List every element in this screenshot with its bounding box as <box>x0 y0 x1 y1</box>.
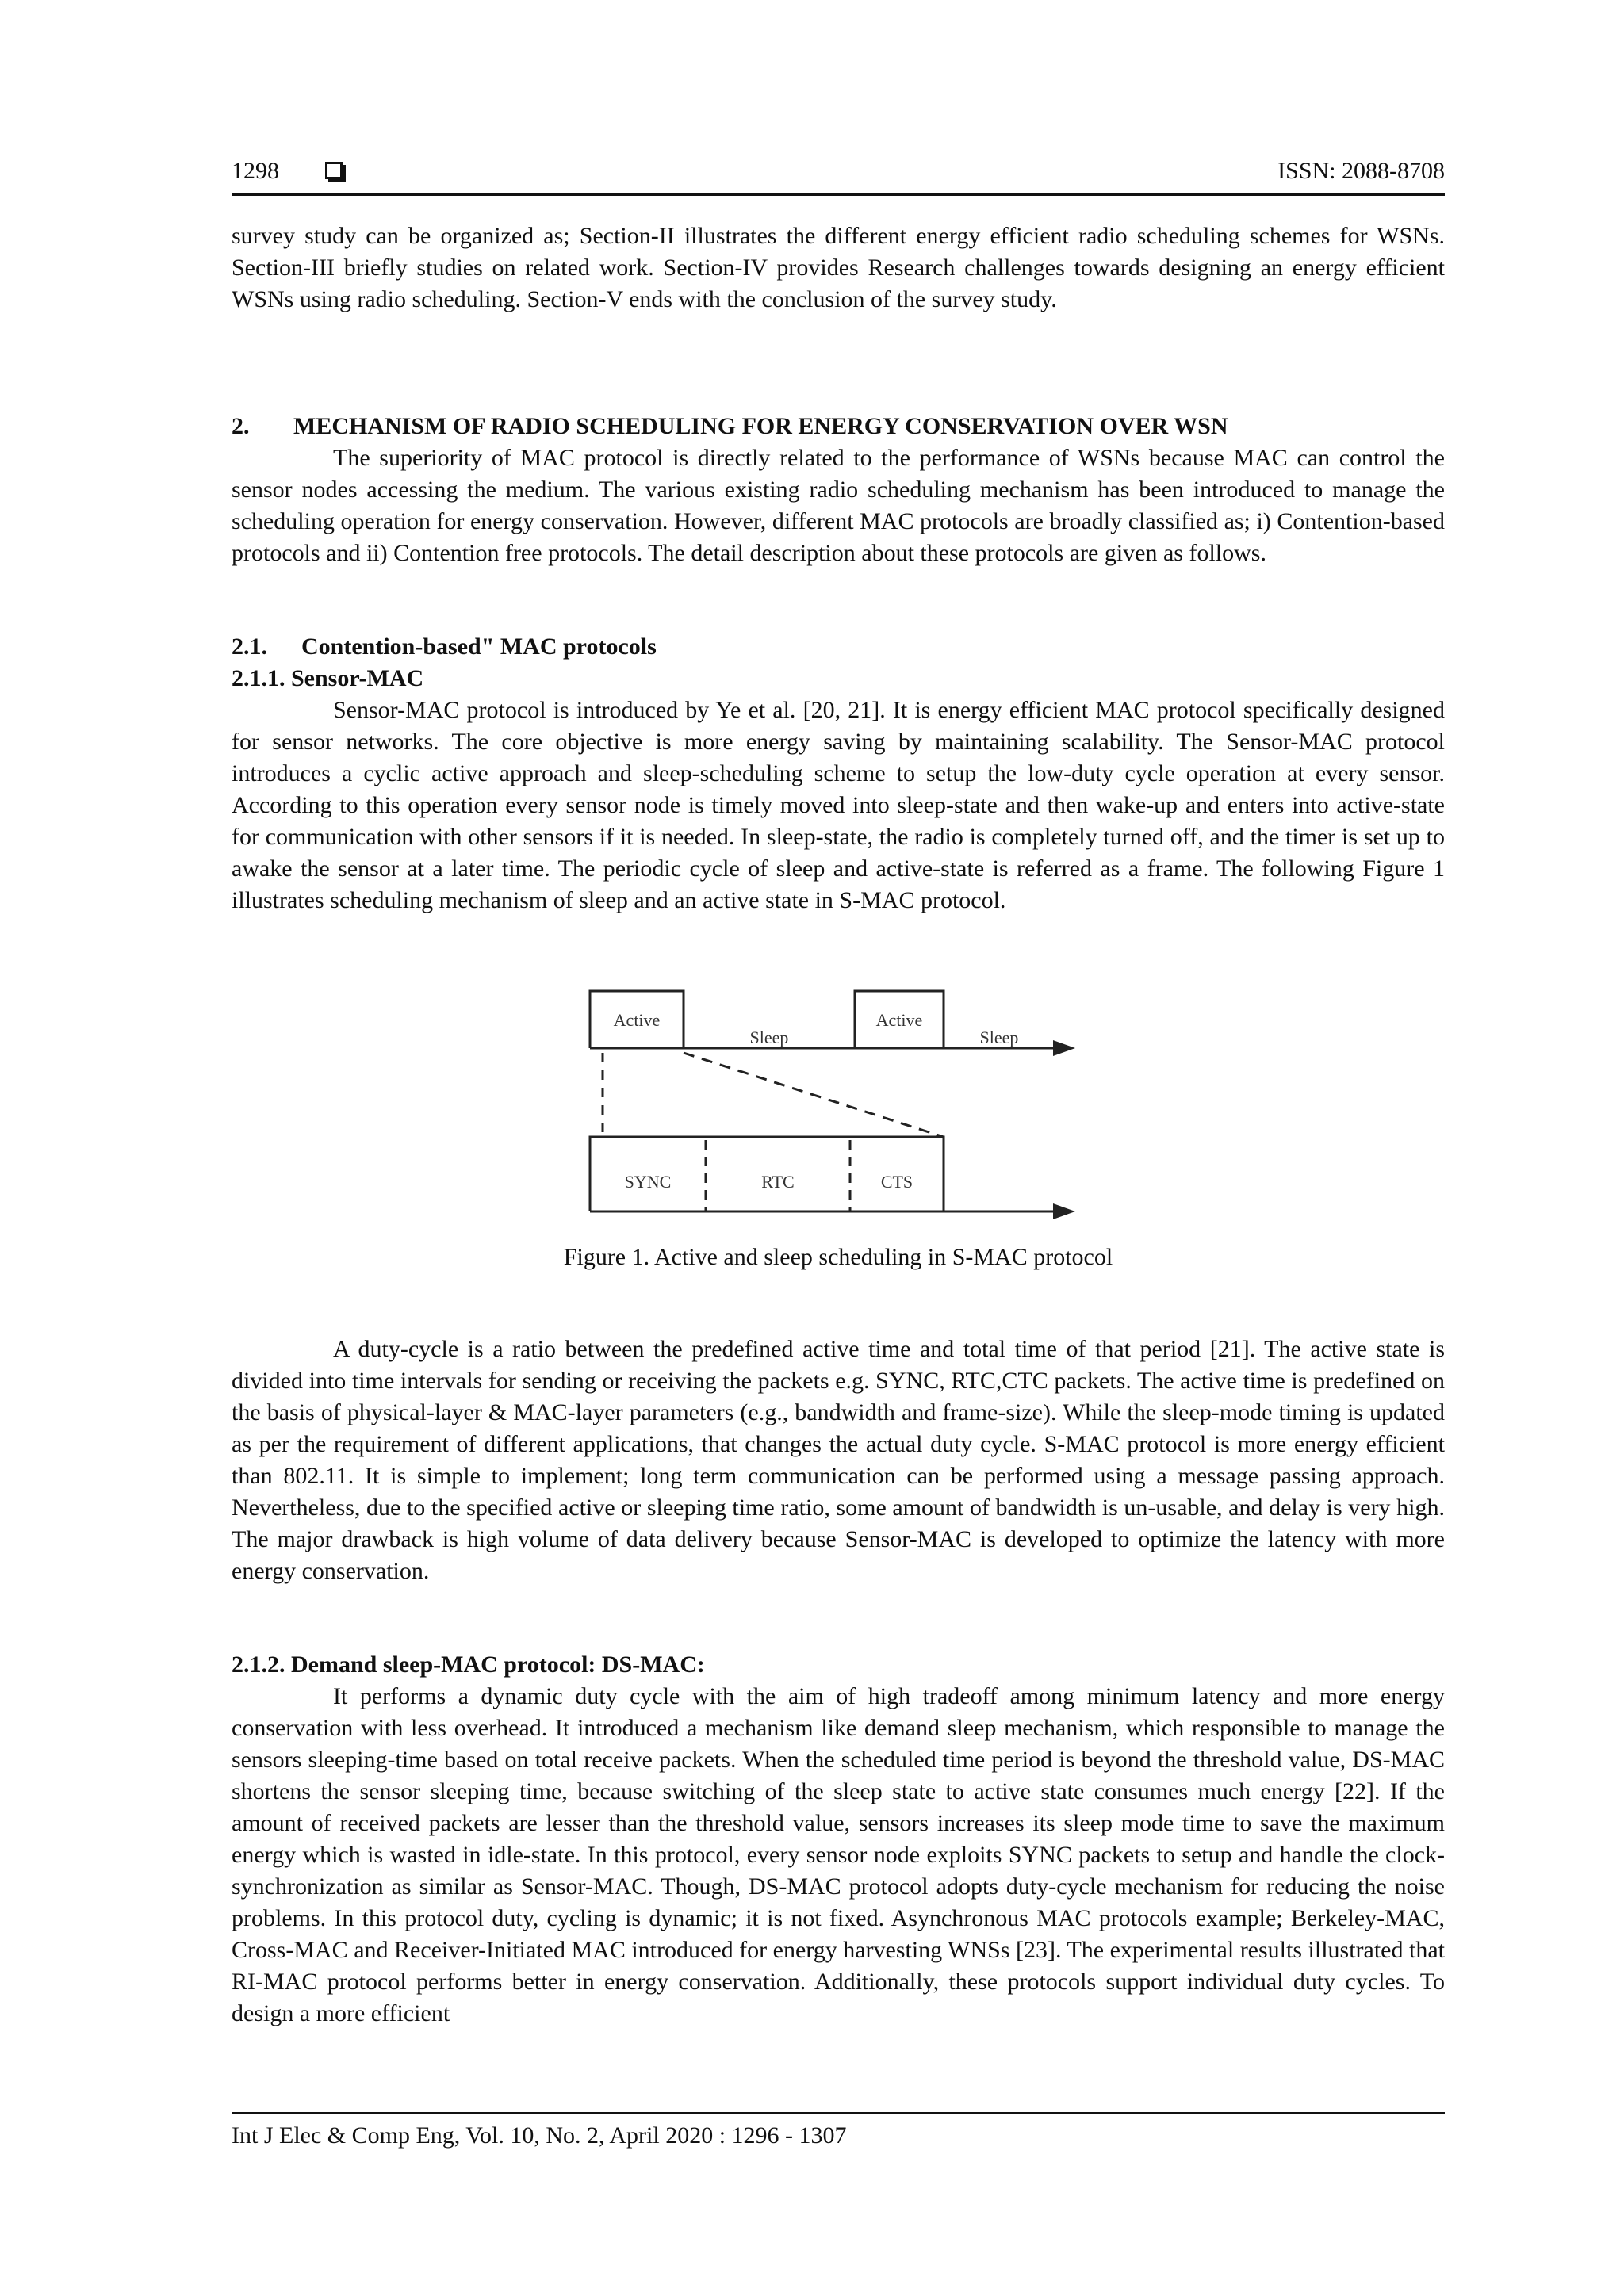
label-rtc: RTC <box>761 1172 795 1192</box>
section-title: Contention-based" MAC protocols <box>301 633 657 660</box>
page-header <box>232 155 1445 193</box>
duty-cycle-paragraph <box>232 1334 1445 1587</box>
section-2-1-1-paragraph <box>232 695 1445 916</box>
header-rule <box>232 193 1445 196</box>
footer-citation: Int J Elec & Comp Eng, Vol. 10, No. 2, April 2020 : 1296 - 1307 <box>232 2122 847 2149</box>
intro-paragraph <box>232 220 1445 316</box>
section-number: 2.1. <box>232 633 267 660</box>
checkbox-glyph-icon <box>325 162 343 179</box>
label-sleep-2: Sleep <box>979 1027 1019 1047</box>
section-2-text: The superiority of MAC protocol is directly related to the performance of WSNs because MAC can control the sensor nodes accessing the medium. The various existing radio scheduling mechanism has been introduced to manage the scheduling operation for energy conservation. However, different MAC protocols are broadly classified as; i) Contention-based protocols and ii) Contention free protocols. The detail description about these protocols are given as follows. <box>232 445 1445 566</box>
section-2-1-2-heading: 2.1.2. Demand sleep-MAC protocol: DS-MAC: <box>232 1651 705 1678</box>
footer-rule <box>232 2112 1445 2114</box>
label-active-1: Active <box>613 1010 661 1030</box>
issn-label: ISSN: 2088-8708 <box>1277 158 1445 184</box>
duty-cycle-text: A duty-cycle is a ratio between the predefined active time and total time of that period [21]. The active state is divided into time intervals for sending or receiving the packets e.g. SYNC, RTC,CTC packets. The active time is predefined on the basis of physical-layer & MAC-layer parameters (e.g., bandwidth and frame-size). While the sleep-mode timing is updated as per the requirement of different applications, that changes the actual duty cycle. S-MAC protocol is more energy efficient than 802.11. It is simple to implement; long term communication can be performed using a message passing approach. Nevertheless, due to the specified active or sleeping time ratio, some amount of bandwidth is un-usable, and delay is very high. The major drawback is high volume of data delivery because Sensor-MAC is developed to optimize the latency with more energy conservation. <box>232 1336 1445 1584</box>
section-2-1-1-heading: 2.1.1. Sensor-MAC <box>232 665 424 691</box>
page-number: 1298 <box>232 158 279 184</box>
figure-1-caption: Figure 1. Active and sleep scheduling in S-MAC protocol <box>563 1244 1113 1270</box>
section-title: MECHANISM OF RADIO SCHEDULING FOR ENERGY CONSERVATION OVER WSN <box>293 413 1228 439</box>
intro-text: survey study can be organized as; Section-II illustrates the different energy efficient radio scheduling schemes for WSNs. Section-III briefly studies on related work. Section-IV provides Research challenges towards designing an energy efficient WSNs using radio scheduling. Section-V ends with the conclusion of the survey study. <box>232 223 1445 312</box>
figure-1-diagram <box>579 974 1086 1227</box>
bottom-arrowhead <box>1053 1203 1075 1219</box>
top-arrowhead <box>1053 1040 1075 1056</box>
section-2-1-2-text: It performs a dynamic duty cycle with the aim of high tradeoff among minimum latency and more energy conservation with less overhead. It introduced a mechanism like demand sleep mechanism, which responsible to manage the sensors sleeping-time based on total receive packets. When the scheduled time period is beyond the threshold value, DS-MAC shortens the sensor sleeping time, because switching of the sleep state to active state consumes much energy [22]. If the amount of received packets are lesser than the threshold value, sensors increases its sleep mode time to save the maximum energy which is wasted in idle-state. In this protocol, every sensor node exploits SYNC packets to setup and handle the clock-synchronization as similar as Sensor-MAC. Though, DS-MAC protocol adopts duty-cycle mechanism for reducing the noise problems. In this protocol duty, cycling is dynamic; it is not fixed. Asynchronous MAC protocols example; Berkeley-MAC, Cross-MAC and Receiver-Initiated MAC introduced for energy harvesting WNSs [23]. The experimental results illustrated that RI-MAC protocol performs better in energy conservation. Additionally, these protocols support individual duty cycles. To design a more efficient <box>232 1683 1445 2026</box>
label-sleep-1: Sleep <box>749 1027 789 1047</box>
section-2-1-1-text: Sensor-MAC protocol is introduced by Ye et al. [20, 21]. It is energy efficient MAC protocol specifically designed for sensor networks. The core objective is more energy saving by maintaining scalability. The Sensor-MAC protocol introduces a cyclic active approach and sleep-scheduling scheme to setup the low-duty cycle operation at every sensor. According to this operation every sensor node is timely moved into sleep-state and then wake-up and enters into active-state for communication with other sensors if it is needed. In sleep-state, the radio is completely turned off, and the timer is set up to awake the sensor at a later time. The periodic cycle of sleep and active-state is referred as a frame. The following Figure 1 illustrates scheduling mechanism of sleep and an active state in S-MAC protocol. <box>232 697 1445 913</box>
section-2-1-heading <box>232 631 657 663</box>
section-2-heading <box>232 411 1228 442</box>
dashed-diagonal <box>684 1053 944 1137</box>
section-number: 2. <box>232 413 250 439</box>
section-2-paragraph <box>232 442 1445 569</box>
section-2-1-2-paragraph <box>232 1681 1445 2030</box>
label-active-2: Active <box>875 1010 923 1030</box>
label-cts: CTS <box>880 1172 914 1192</box>
label-sync: SYNC <box>624 1172 672 1192</box>
